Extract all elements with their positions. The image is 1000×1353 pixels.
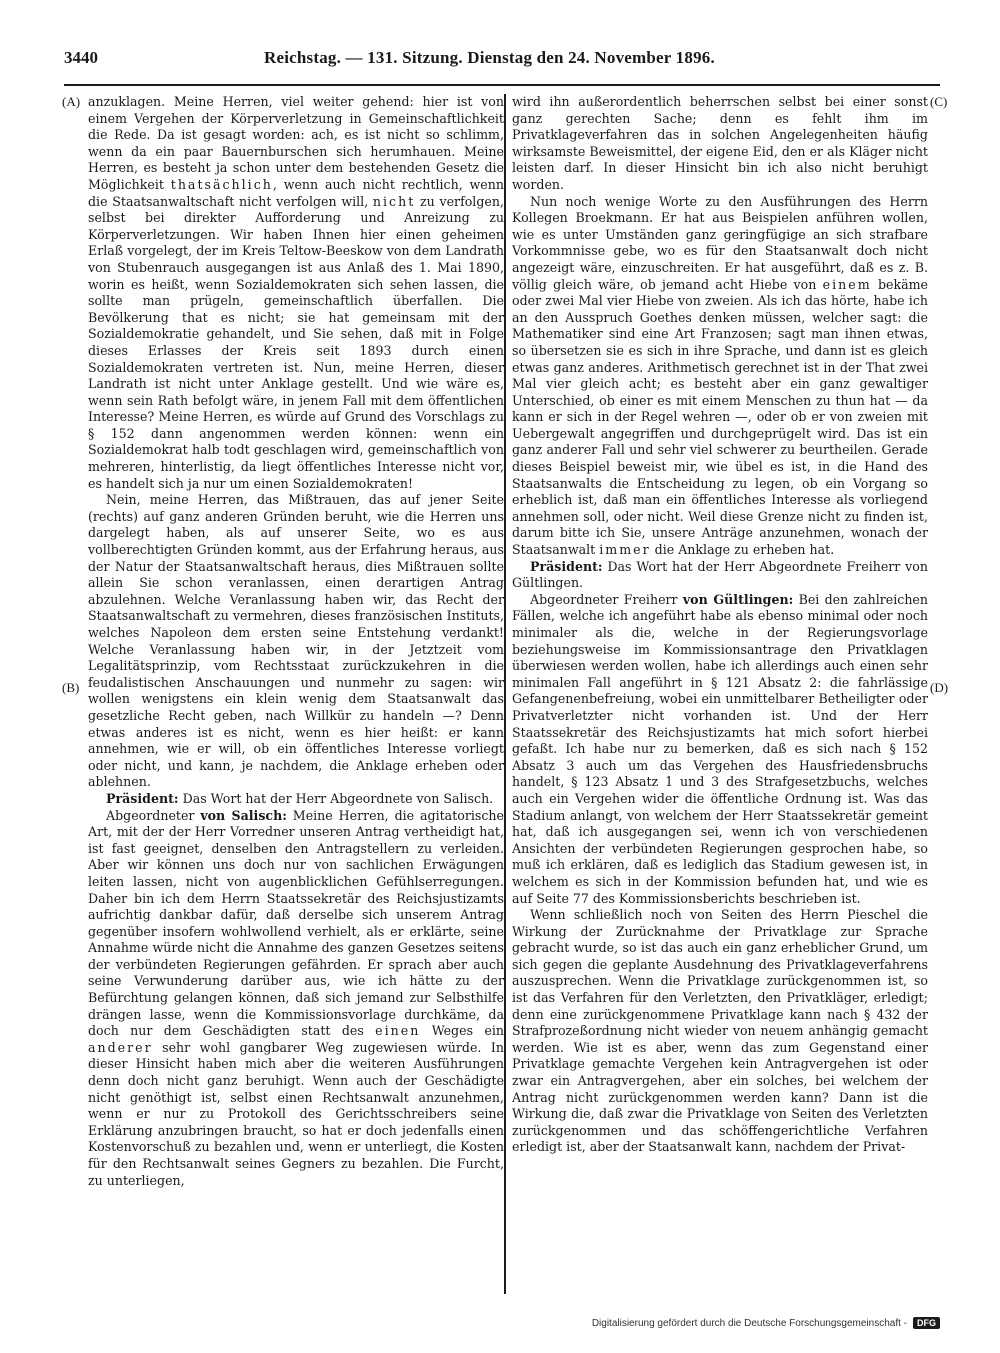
emphasis: einem <box>822 276 872 292</box>
right-paragraph-2: Nun noch wenige Worte zu den Ausführungen des Herrn Kollegen Broekmann. Er hat aus Beispielen anführen wollen, wie es unter Umständen ganz geringfügige an sich strafbare Vorkommnisse gebe, wo es für den Staatsanwalt doch nicht angezeigt wäre, einzuschreiten. Er hat ausgeführt, daß es z. B. völlig gleich wäre, ob jemand acht Hiebe von einem bekäme oder zwei Mal vier Hiebe von zweien. Als ich das hörte, habe ich an den Ausspruch Goethes denken müssen, welcher sagt: die Mathematiker sind eine Art Franzosen; sagt man ihnen etwas, so übersetzen sie es sich in ihre Sprache, und dann ist es gleich etwas ganz anderes. Arithmetisch gerechnet ist in der That zwei Mal vier gleich acht; es besteht aber ein ganz gewaltiger Unterschied, ob einer es mit einem Menschen zu thun hat — da kann er sich in der Regel wehren —, oder ob er von zweien mit Uebergewalt angegriffen und durchgeprügelt wird. Das ist ein ganz anderer Fall und sehr viel schwerer zu beurtheilen. Gerade dieses Beispiel beweist mir, wie übel es ist, in die Hand des Staatsanwalts die Entscheidung zu legen, ob ein Vorgang so erheblich ist, daß man ein öffentliches Interesse als vorliegend annehmen soll, oder nicht. Weil diese Grenze nicht zu finden ist, darum bitte ich Sie, unsere Anträge anzunehmen, wonach der Staatsanwalt immer die Anklage zu erheben hat. <box>512 193 928 558</box>
speaker-name: von Gültlingen: <box>682 591 794 607</box>
right-paragraph-5: Wenn schließlich noch von Seiten des Herrn Pieschel die Wirkung der Zurücknahme der Privatklage zur Sprache gebracht wurde, so ist das auch ein ganz erheblicher Grund, um sich gegen die geplante Ausdehnung des Privatklageverfahrens auszusprechen. Wenn die Privatklage zurückgenommen ist, so ist das Verfahren für den Verletzten, den Privatkläger, erledigt; denn eine zurückgenommene Privatklage kann nach § 432 der Strafprozeßordnung nicht wieder von neuem anhängig gemacht werden. Wie ist es aber, wenn das zum Gegenstand einer Privatklage gemachte Vergehen kein Antragvergehen ist oder zwar ein Antragvergehen, aber ein solches, bei welchem der Antrag nicht zurückgenommen werden kann? Dann ist die Wirkung die, daß zwar die Privatklage von Seiten des Verletzten zurückgenommen und das schöffengerichtliche Verfahren erledigt ist, aber der Staatsanwalt kann, nachdem der Privat- <box>512 907 928 1155</box>
page-number: 3440 <box>64 48 98 67</box>
emphasis: thatsächlich <box>170 176 273 192</box>
right-paragraph-3: Präsident: Das Wort hat der Herr Abgeordnete Freiherr von Gültlingen. <box>512 558 928 591</box>
running-title: Reichstag. — 131. Sitzung. Dienstag den 24. November 1896. <box>264 48 715 67</box>
right-paragraph-1: wird ihn außerordentlich beherrschen selbst bei einer sonst ganz gerechten Sache; denn es fehlt ihm im Privatklageverfahren das in solchen Angelegenheiten häufig wirksamste Beweismittel, der eigene Eid, den er als Kläger nicht leisten darf. In dieser Hinsicht bin ich also nicht beruhigt worden. <box>512 94 928 192</box>
emphasis: immer <box>599 542 651 558</box>
left-paragraph-4: Abgeordneter von Salisch: Meine Herren, die agitatorische Art, mit der der Herr Vorredner unseren Antrag vertheidigt hat, ist fast geeignet, denselben den Antragstellern zu verleiden. Aber wir können uns doch nur von sachlichen Erwägungen leiten lassen, nicht von augenblicklichen Gefühlserregungen. Daher bin ich dem Herrn Staatssekretär des Reichsjustizamts aufrichtig dankbar dafür, daß derselbe sich unserem Antrag gegenüber insofern wohlwollend verhielt, als er erklärte, seine Annahme würde nicht die Annahme des ganzen Gesetzes seitens der verbündeten Regierungen gefährden. Er sprach aber auch seine Verwunderung darüber aus, wie ich hätte zu der Befürchtung gelangen können, daß sich jemand zur Selbsthilfe drängen lasse, wenn die Kommissionsvorlage durchkäme, da doch nur dem Geschädigten statt des einen Weges ein anderer sehr wohl gangbarer Weg zugewiesen würde. In dieser Hinsicht haben mich aber die weiteren Ausführungen denn doch nicht ganz beruhigt. Wenn auch der Geschädigte nicht genöthigt ist, selbst einen Rechtsanwalt anzunehmen, wenn er nur zu Protokoll des Gerichtsschreibers seine Erklärung anzubringen braucht, so hat er doch jedenfalls einen Kostenvorschuß zu bezahlen und, wenn er unterliegt, die Kosten für den Rechtsanwalt seines Gegners zu bezahlen. Die Furcht, zu unterliegen, <box>88 807 504 1188</box>
left-paragraph-2: Nein, meine Herren, das Mißtrauen, das auf jener Seite (rechts) auf ganz anderen Gründen beruht, wie die Herren uns dargelegt haben, als auf unserer Seite, wo es aus vollberechtigten Gründen kommt, aus der Erfahrung heraus, aus der Natur der Staatsanwaltschaft heraus, dies Mißtrauen sollte allein Sie schon veranlassen, einen derartigen Antrag abzulehnen. Welche Veranlassung haben wir, das Recht der Staatsanwaltschaft zu vermehren, dieses französischen Instituts, welches Napoleon dem ersten seine Entstehung verdankt! Welche Veranlassung haben wir, in der Jetztzeit vom Legalitätsprinzip, vom Rechtsstaat zurückzukehren in die feudalistischen Anschauungen und nunmehr zu sagen: wir wollen wenigstens ein klein wenig dem Staatsanwalt das gesetzliche Recht geben, nach Willkür zu handeln —? Denn etwas anderes ist es nicht, wenn es hier heißt: er kann annehmen, wie er will, ob ein öffentliches Interesse vorliegt oder nicht, und kann, je nachdem, die Anklage erheben oder ablehnen. <box>88 492 504 790</box>
margin-marker-b: (B) <box>62 680 80 695</box>
emphasis: einen <box>375 1023 421 1039</box>
left-column <box>88 94 504 1294</box>
margin-marker-a: (A) <box>62 94 81 109</box>
right-paragraph-4: Abgeordneter Freiherr von Gültlingen: Bei den zahlreichen Fällen, welche ich angeführt habe als ebenso minimal oder noch minimaler als die, welche in der Regierungsvorlage beziehungsweise im Kommissionsantrage den Privatklagen überwiesen werden wollen, habe ich allerdings auch einen sehr minimalen Fall angeführt in § 121 Absatz 2: die fahrlässige Gefangenenbefreiung, wobei ein unmittelbarer Betheiligter oder Privatverletzter nicht vorhanden ist. Und der Herr Staatssekretär des Reichsjustizamts hat mich sofort hierbei gefaßt. Ich habe nur zu bemerken, daß es sich nach § 152 Absatz 3 auch um das Vergehen des Hausfriedensbruchs handelt, § 123 Absatz 1 und 3 des Strafgesetzbuchs, welches auch ein Vergehen wider die öffentliche Ordnung ist. Was das Stadium anlangt, von welchem der Herr Staatssekretär gemeint hat, daß ich ausgegangen sei, wenn ich von verschiedenen Ansichten der verbündeten Regierungen gesprochen habe, so muß ich erklären, daß es lediglich das Stadium gewesen ist, in welchem es sich in der Kommission befunden hat, und wie es auf Seite 77 des Kommissionsberichts beschrieben ist. <box>512 591 928 906</box>
column-divider <box>504 94 506 1294</box>
digitization-credit <box>592 1316 940 1330</box>
margin-marker-c: (C) <box>930 94 948 109</box>
emphasis: nicht <box>372 193 416 209</box>
speaker-name: Präsident: <box>530 558 603 574</box>
left-paragraph-1: anzuklagen. Meine Herren, viel weiter gehend: hier ist von einem Vergehen der Körperverletzung in Gemeinschaftlichkeit die Rede. Da ist gesagt worden: ach, es ist nicht so schlimm, wenn da ein paar Bauernburschen sich herumhauen. Meine Herren, es besteht ja schon unter dem bestehenden Gesetz die Möglichkeit thatsächlich, wenn auch nicht rechtlich, wenn die Staatsanwaltschaft nicht verfolgen will, nicht zu verfolgen, selbst bei direkter Aufforderung und Anreizung zu Körperverletzungen. Wir haben Ihnen hier einen geheimen Erlaß vorgelegt, der im Kreis Teltow-Beeskow von dem Landrath von Stubenrauch ausgegangen ist aus Anlaß des 1. Mai 1890, worin es heißt, wenn Sozialdemokraten sich sehen lassen, die sollte man prügeln, gemeinschaftlich überfallen. Die Bevölkerung that es nicht; sie hat gemeinsam mit der Sozialdemokratie gehandelt, und Sie sehen, daß mit in Folge dieses Erlasses der Kreis seit 1893 durch einen Sozialdemokraten vertreten ist. Nun, meine Herren, dieser Landrath ist nicht unter Anklage gestellt. Und wie wäre es, wenn sein Rath befolgt wäre, in jenem Fall mit dem öffentlichen Interesse? Meine Herren, es würde auf Grund des Vorschlags zu § 152 dann angenommen werden können: wenn ein Sozialdemokrat halb todt geschlagen wird, gemeinschaftlich von mehreren, hinterlistig, da liegt öffentliches Interesse nicht vor, es handelt sich ja nur um einen Sozialdemokraten! <box>88 94 504 491</box>
credit-text: Digitalisierung gefördert durch die Deutsche Forschungsgemeinschaft - <box>591 1317 907 1329</box>
emphasis: anderer <box>88 1039 153 1055</box>
margin-marker-d: (D) <box>930 680 949 695</box>
page-header <box>64 40 940 86</box>
dfg-logo: DFG <box>913 1317 940 1329</box>
right-column <box>512 94 928 1294</box>
speaker-name: von Salisch: <box>200 807 287 823</box>
left-paragraph-3: Präsident: Das Wort hat der Herr Abgeordnete von Salisch. <box>106 790 494 806</box>
speaker-name: Präsident: <box>106 790 179 806</box>
